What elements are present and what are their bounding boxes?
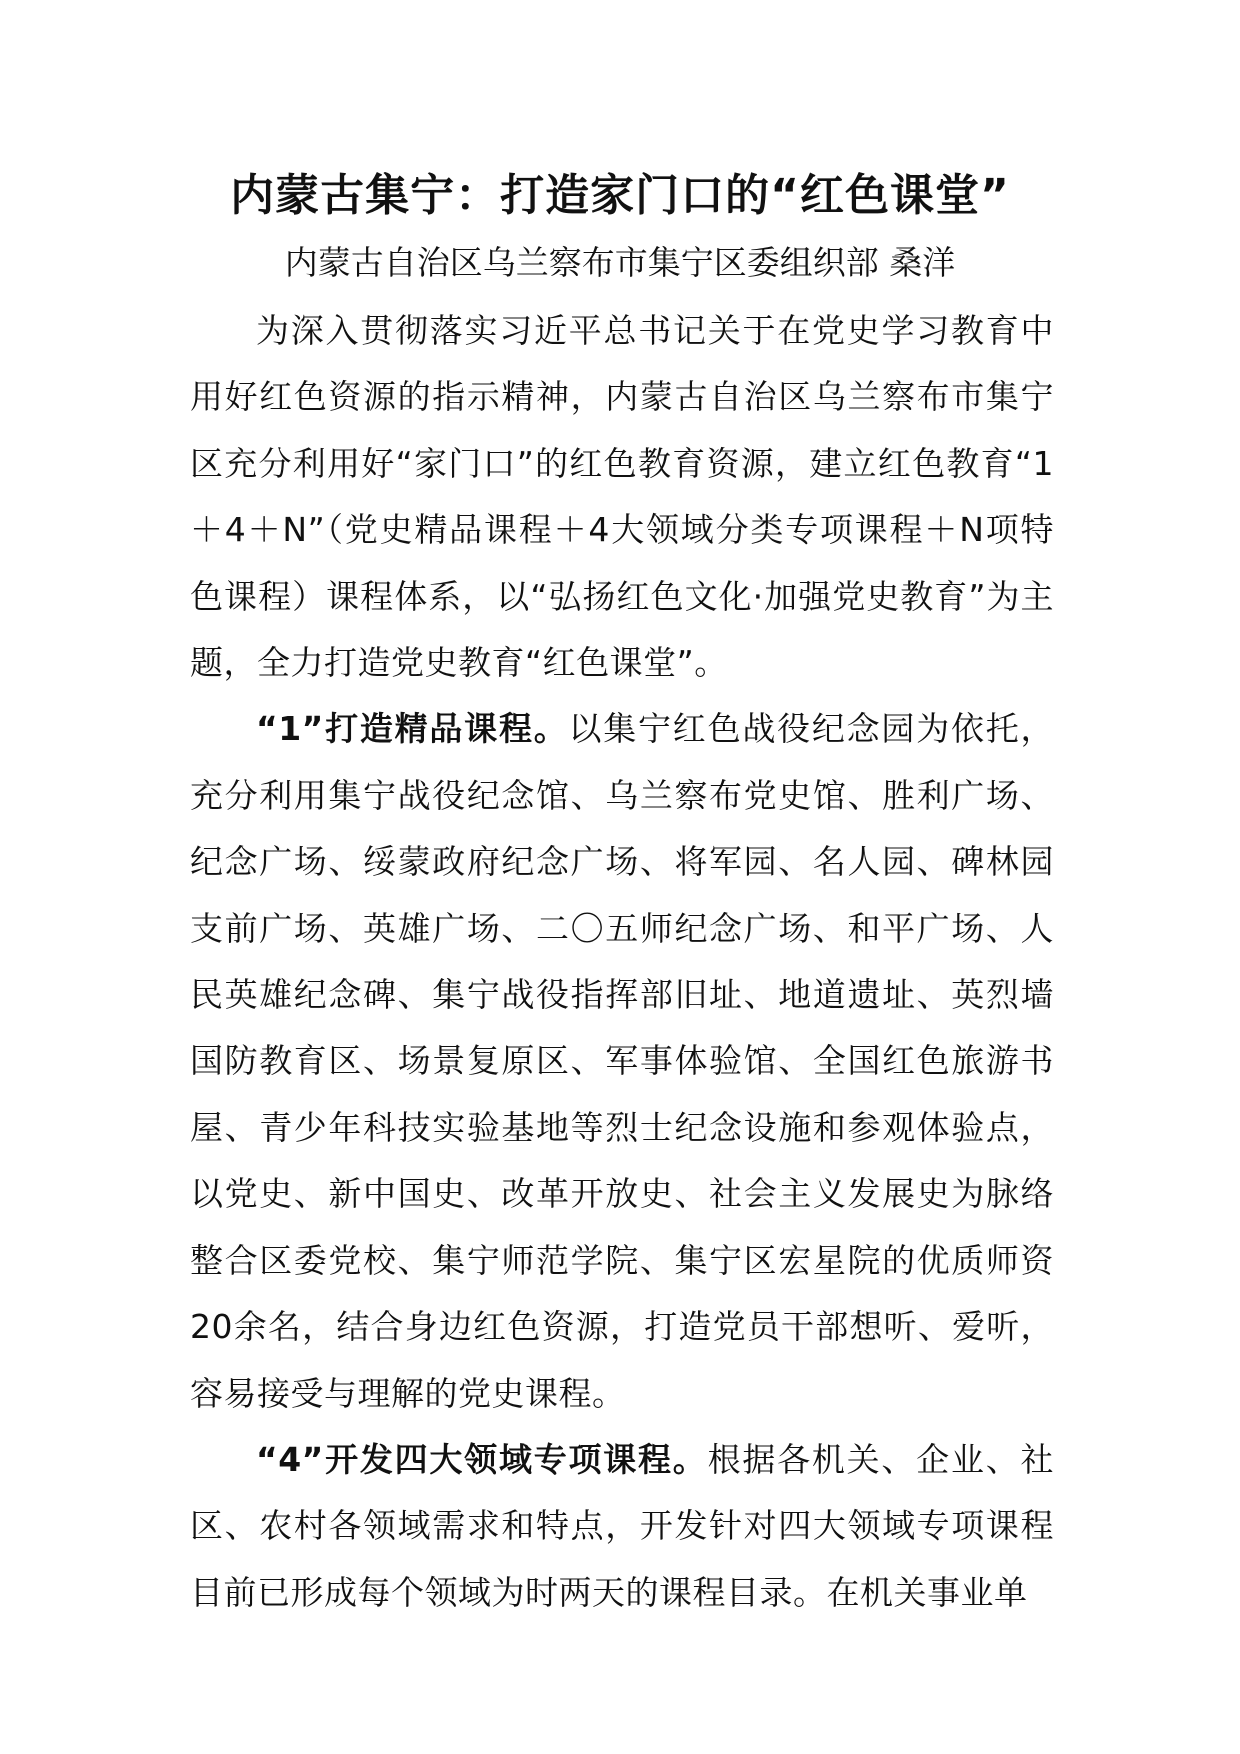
- paragraph-lead: “4”开发四大领域专项课程。: [256, 1439, 708, 1479]
- paragraph-text: 以集宁红色战役纪念园为依托，充分利用集宁战役纪念馆、乌兰察布党史馆、胜利广场、纪念广场、绥蒙政府纪念广场、将军园、名人园、碑林园支前广场、英雄广场、二〇五师纪念广场、和平广场、人民英雄纪念碑、集宁战役指挥部旧址、地道遗址、英烈墙国防教育区、场景复原区、军事体验馆、全国红色旅游书屋、青少年科技实验基地等烈士纪念设施和参观体验点，以党史、新中国史、改革开放史、社会主义发展史为脉络整合区委党校、集宁师范学院、集宁区宏星院的优质师资20余名，结合身边红色资源，打造党员干部想听、爱听，容易接受与理解的党史课程。: [190, 709, 1055, 1413]
- document-body: [190, 298, 1054, 1626]
- paragraph-text: 根据各机关、企业、社区、农村各领域需求和特点，开发针对四大领域专项课程目前已形成每个领域为时两天的课程目录。在机关事业单: [190, 1439, 1055, 1612]
- paragraph-intro: [190, 298, 1054, 696]
- paragraph-text: 为深入贯彻落实习近平总书记关于在党史学习教育中用好红色资源的指示精神，内蒙古自治区乌兰察布市集宁区充分利用好“家门口”的红色教育资源，建立红色教育“1＋4＋N”（党史精品课程＋4大领域分类专项课程＋N项特色课程）课程体系，以“弘扬红色文化·加强党史教育”为主题，全力打造党史教育“红色课堂”。: [190, 311, 1054, 683]
- document-title: 内蒙古集宁：打造家门口的“红色课堂”: [230, 170, 1010, 221]
- paragraph-lead: “1”打造精品课程。: [256, 709, 569, 749]
- paragraph-course-4: [190, 1427, 1054, 1626]
- paragraph-course-1: [190, 696, 1054, 1426]
- document-byline: 内蒙古自治区乌兰察布市集宁区委组织部 桑洋: [284, 243, 956, 282]
